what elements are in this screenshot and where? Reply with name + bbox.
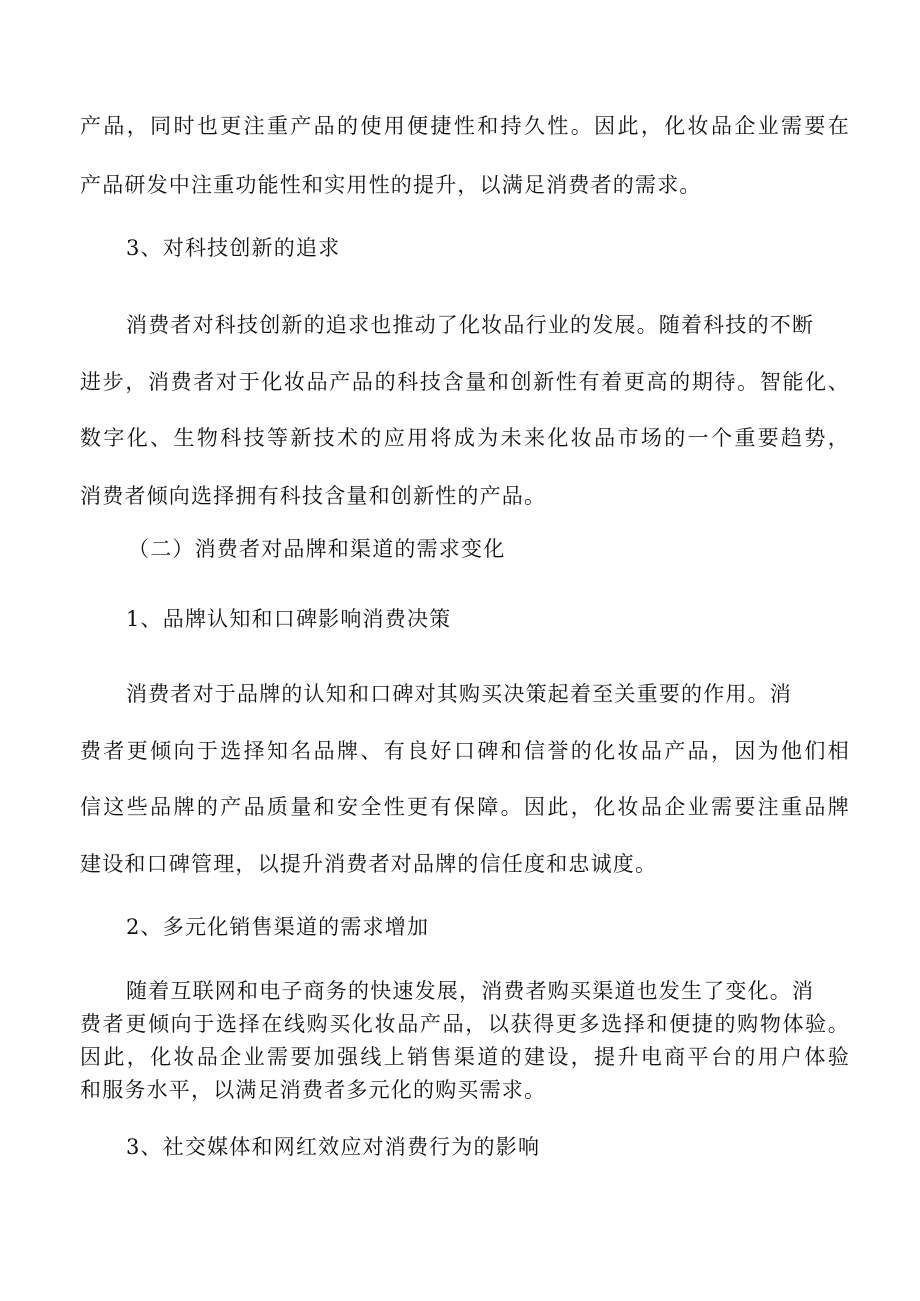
subheading-channel: 2、多元化销售渠道的需求增加 xyxy=(126,915,430,939)
subheading-tech-innovation: 3、对科技创新的追求 xyxy=(126,236,341,260)
paragraph-line: 消费者对于品牌的认知和口碑对其购买决策起着至关重要的作用。消 xyxy=(126,682,792,706)
paragraph-line: 费者更倾向于选择知名品牌、有良好口碑和信誉的化妆品产品，因为他们相 xyxy=(80,739,850,763)
paragraph-line: 消费者对科技创新的追求也推动了化妆品行业的发展。随着科技的不断 xyxy=(126,313,815,337)
paragraph-line: 和服务水平，以满足消费者多元化的购买需求。 xyxy=(80,1078,547,1102)
paragraph-line: 产品，同时也更注重产品的使用便捷性和持久性。因此，化妆品企业需要在 xyxy=(80,114,850,138)
paragraph-line: 费者更倾向于选择在线购买化妆品产品，以获得更多选择和便捷的购物体验。 xyxy=(80,1012,850,1036)
paragraph-line: 信这些品牌的产品质量和安全性更有保障。因此，化妆品企业需要注重品牌 xyxy=(80,795,850,819)
paragraph-line: 建设和口碑管理，以提升消费者对品牌的信任度和忠诚度。 xyxy=(80,852,658,876)
subheading-social-media: 3、社交媒体和网红效应对消费行为的影响 xyxy=(126,1135,541,1159)
paragraph-line: 数字化、生物科技等新技术的应用将成为未来化妆品市场的一个重要趋势， xyxy=(80,426,850,450)
paragraph-line: 进步，消费者对于化妆品产品的科技含量和创新性有着更高的期待。智能化、 xyxy=(80,370,850,394)
subheading-brand: 1、品牌认知和口碑影响消费决策 xyxy=(126,607,452,631)
paragraph-line: 产品研发中注重功能性和实用性的提升，以满足消费者的需求。 xyxy=(80,173,702,197)
section-heading: （二）消费者对品牌和渠道的需求变化 xyxy=(128,537,506,561)
paragraph-line: 消费者倾向选择拥有科技含量和创新性的产品。 xyxy=(80,484,547,508)
paragraph-line: 随着互联网和电子商务的快速发展，消费者购买渠道也发生了变化。消 xyxy=(126,979,815,1003)
paragraph-line: 因此，化妆品企业需要加强线上销售渠道的建设，提升电商平台的用户体验 xyxy=(80,1045,850,1069)
